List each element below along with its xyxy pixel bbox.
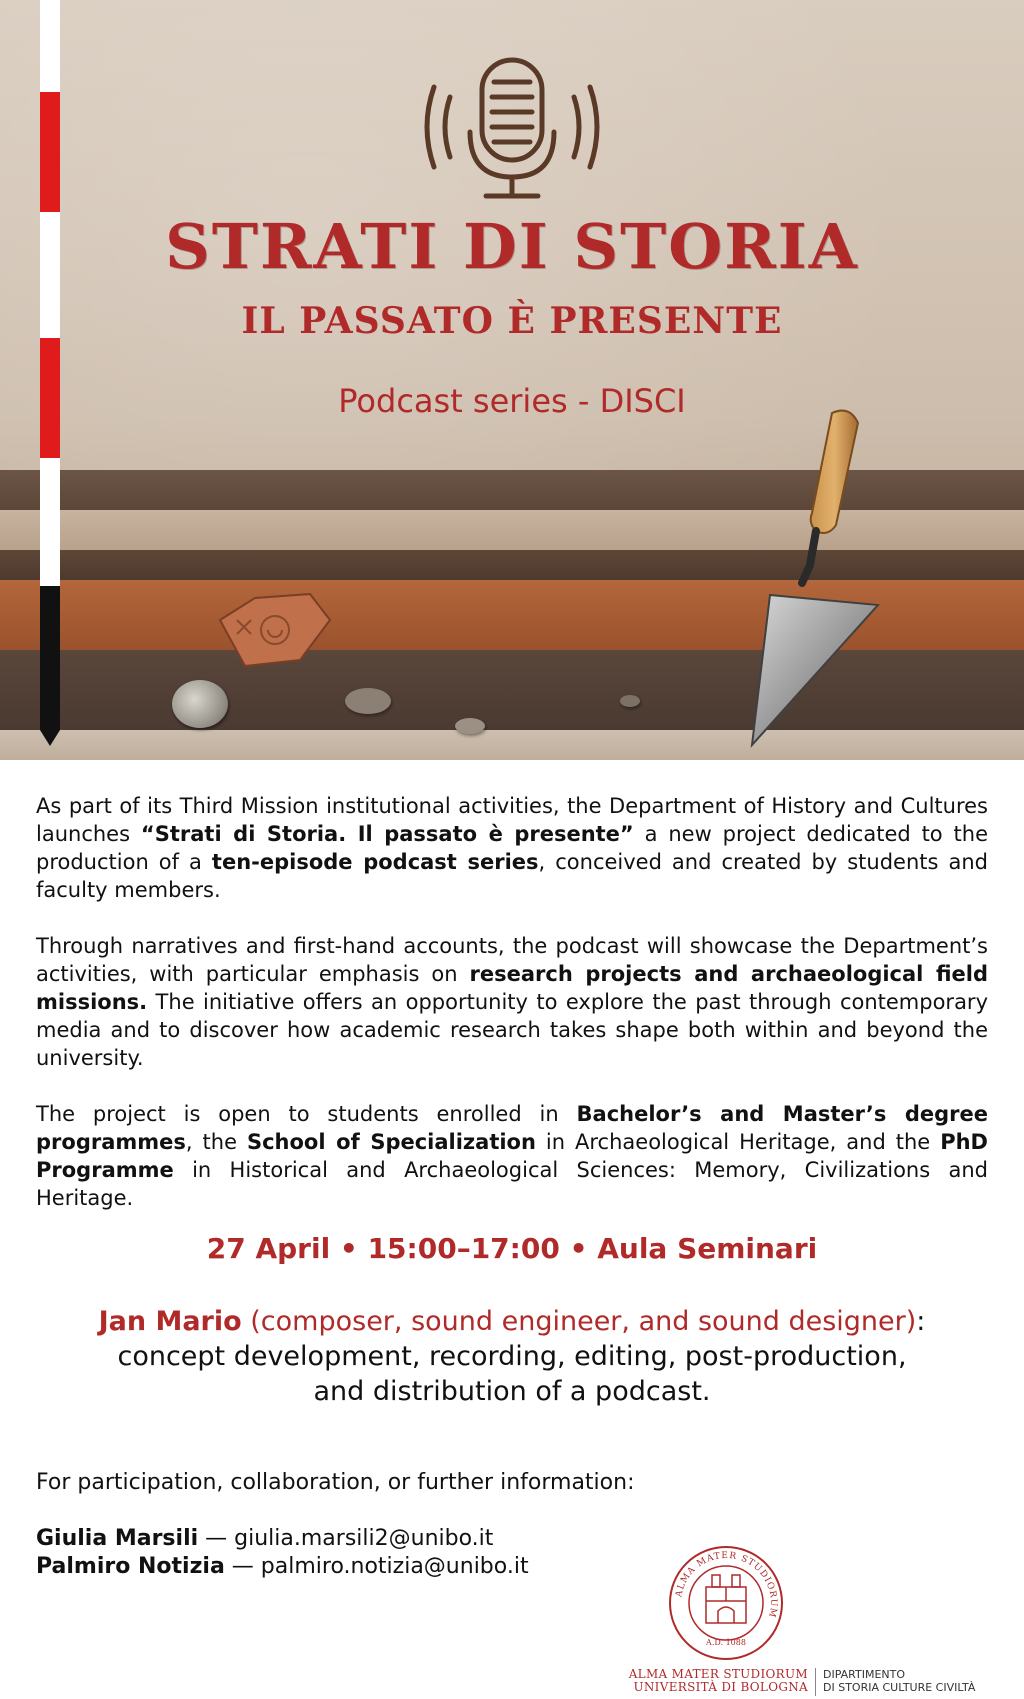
speaker-role: (composer, sound engineer, and sound designer): [241, 1306, 917, 1337]
speaker-topic-line: concept development, recording, editing, post-production,: [117, 1341, 907, 1372]
page-subtitle: IL PASSATO È PRESENTE: [241, 300, 783, 342]
contact-email-link[interactable]: palmiro.notizia@unibo.it: [260, 1554, 529, 1579]
microphone-icon: [412, 52, 612, 202]
measuring-stick-tip: [40, 730, 60, 746]
description: [36, 792, 988, 1240]
logo-divider: [815, 1668, 816, 1696]
university-seal-icon: [668, 1545, 784, 1661]
department-name: DIPARTIMENTO DI STORIA CULTURE CIVILTÀ: [823, 1668, 976, 1694]
pottery-shard-icon: [215, 590, 335, 674]
speaker-line: Jan Mario (composer, sound engineer, and sound designer):: [98, 1306, 926, 1337]
pebble-icon: [455, 718, 485, 734]
hero-banner: [0, 0, 1024, 760]
contact-name: Giulia Marsili: [36, 1526, 199, 1551]
paragraph-podcast: Through narratives and first-hand accounts, the podcast will showcase the Department’s activities, with particular emphasis on research projects and archaeological field missions. The initiative offers an opportunity to explore the past through contemporary media and to discover how academic research takes shape both within and beyond the university.: [36, 934, 988, 1070]
trowel-icon: [740, 405, 900, 754]
series-label: Podcast series - DISCI: [338, 382, 686, 420]
pebble-icon: [620, 695, 640, 707]
measuring-stick-icon: [40, 0, 60, 740]
contact-name: Palmiro Notizia: [36, 1554, 225, 1579]
speaker-name: Jan Mario: [98, 1306, 242, 1337]
contact-item: Palmiro Notizia — palmiro.notizia@unibo.it: [36, 1554, 529, 1579]
paragraph-intro: As part of its Third Mission institutional activities, the Department of History and Cultures launches “Strati di Storia. Il passato è presente” a new project dedicated to the production of a ten-episode podcast series, conceived and created by students and faculty members.: [36, 794, 988, 902]
coin-icon: [172, 680, 228, 728]
pebble-icon: [345, 688, 391, 714]
seal-text: ALMA MATER STUDIORUM: [674, 1550, 779, 1619]
speaker-topic-line: and distribution of a podcast.: [313, 1376, 711, 1407]
speaker-block: [30, 1304, 994, 1409]
seal-date: A.D. 1088: [706, 1638, 746, 1647]
event-details: 27 April • 15:00–17:00 • Aula Seminari: [206, 1232, 818, 1265]
contact-item: Giulia Marsili — giulia.marsili2@unibo.it: [36, 1526, 494, 1551]
paragraph-eligibility: The project is open to students enrolled in Bachelor’s and Master’s degree programmes, the School of Specialization in Archaeological Heritage, and the PhD Programme in Historical and Archaeological Sciences: Memory, Civilizations and Heritage.: [36, 1102, 988, 1210]
university-name: ALMA MATER STUDIORUM UNIVERSITÀ DI BOLOGNA: [628, 1667, 808, 1694]
contact-email-link[interactable]: giulia.marsili2@unibo.it: [234, 1526, 494, 1551]
page-title: STRATI DI STORIA: [165, 210, 859, 283]
contact-intro: For participation, collaboration, or further information:: [36, 1470, 635, 1495]
